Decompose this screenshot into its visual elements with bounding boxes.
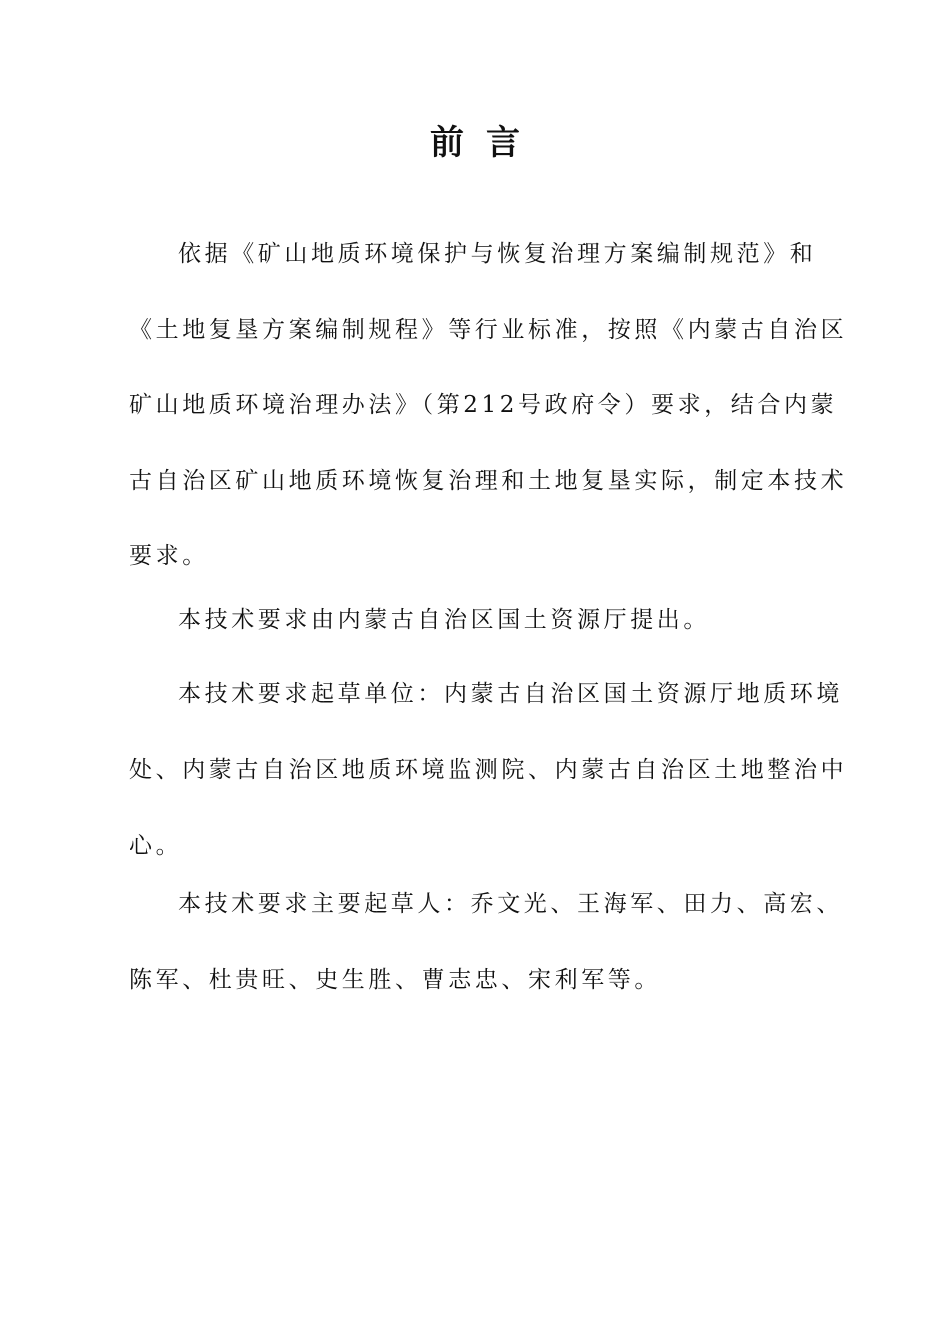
paragraph-proposer [129,582,833,658]
paragraph-drafters [129,866,843,1018]
paragraph-line: 古自治区矿山地质环境恢复治理和土地复垦实际，制定本技术 [129,467,848,494]
paragraph-line: 本技术要求由内蒙古自治区国土资源厅提出。 [178,607,710,633]
paragraph-line: 心。 [129,833,183,859]
paragraph-line: 本技术要求主要起草人：乔文光、王海军、田力、高宏、 [178,891,843,917]
paragraph-line: 要求。 [129,543,209,569]
paragraph-line: 依据《矿山地质环境保护与恢复治理方案编制规范》和 [178,241,817,267]
paragraph-line: 处、内蒙古自治区地质环境监测院、内蒙古自治区土地整治中 [129,757,848,783]
paragraph-drafting-units [129,656,848,884]
paragraph-basis [129,217,848,595]
paragraph-line: 本技术要求起草单位：内蒙古自治区国土资源厅地质环境 [178,681,843,707]
page-title: 前言 [430,123,542,163]
paragraph-line: 陈军、杜贵旺、史生胜、曹志忠、宋利军等。 [129,967,661,993]
paragraph-line: 矿山地质环境治理办法》（第212号政府令）要求，结合内蒙 [129,392,838,418]
paragraph-line: 《土地复垦方案编制规程》等行业标准，按照《内蒙古自治区 [129,316,848,343]
